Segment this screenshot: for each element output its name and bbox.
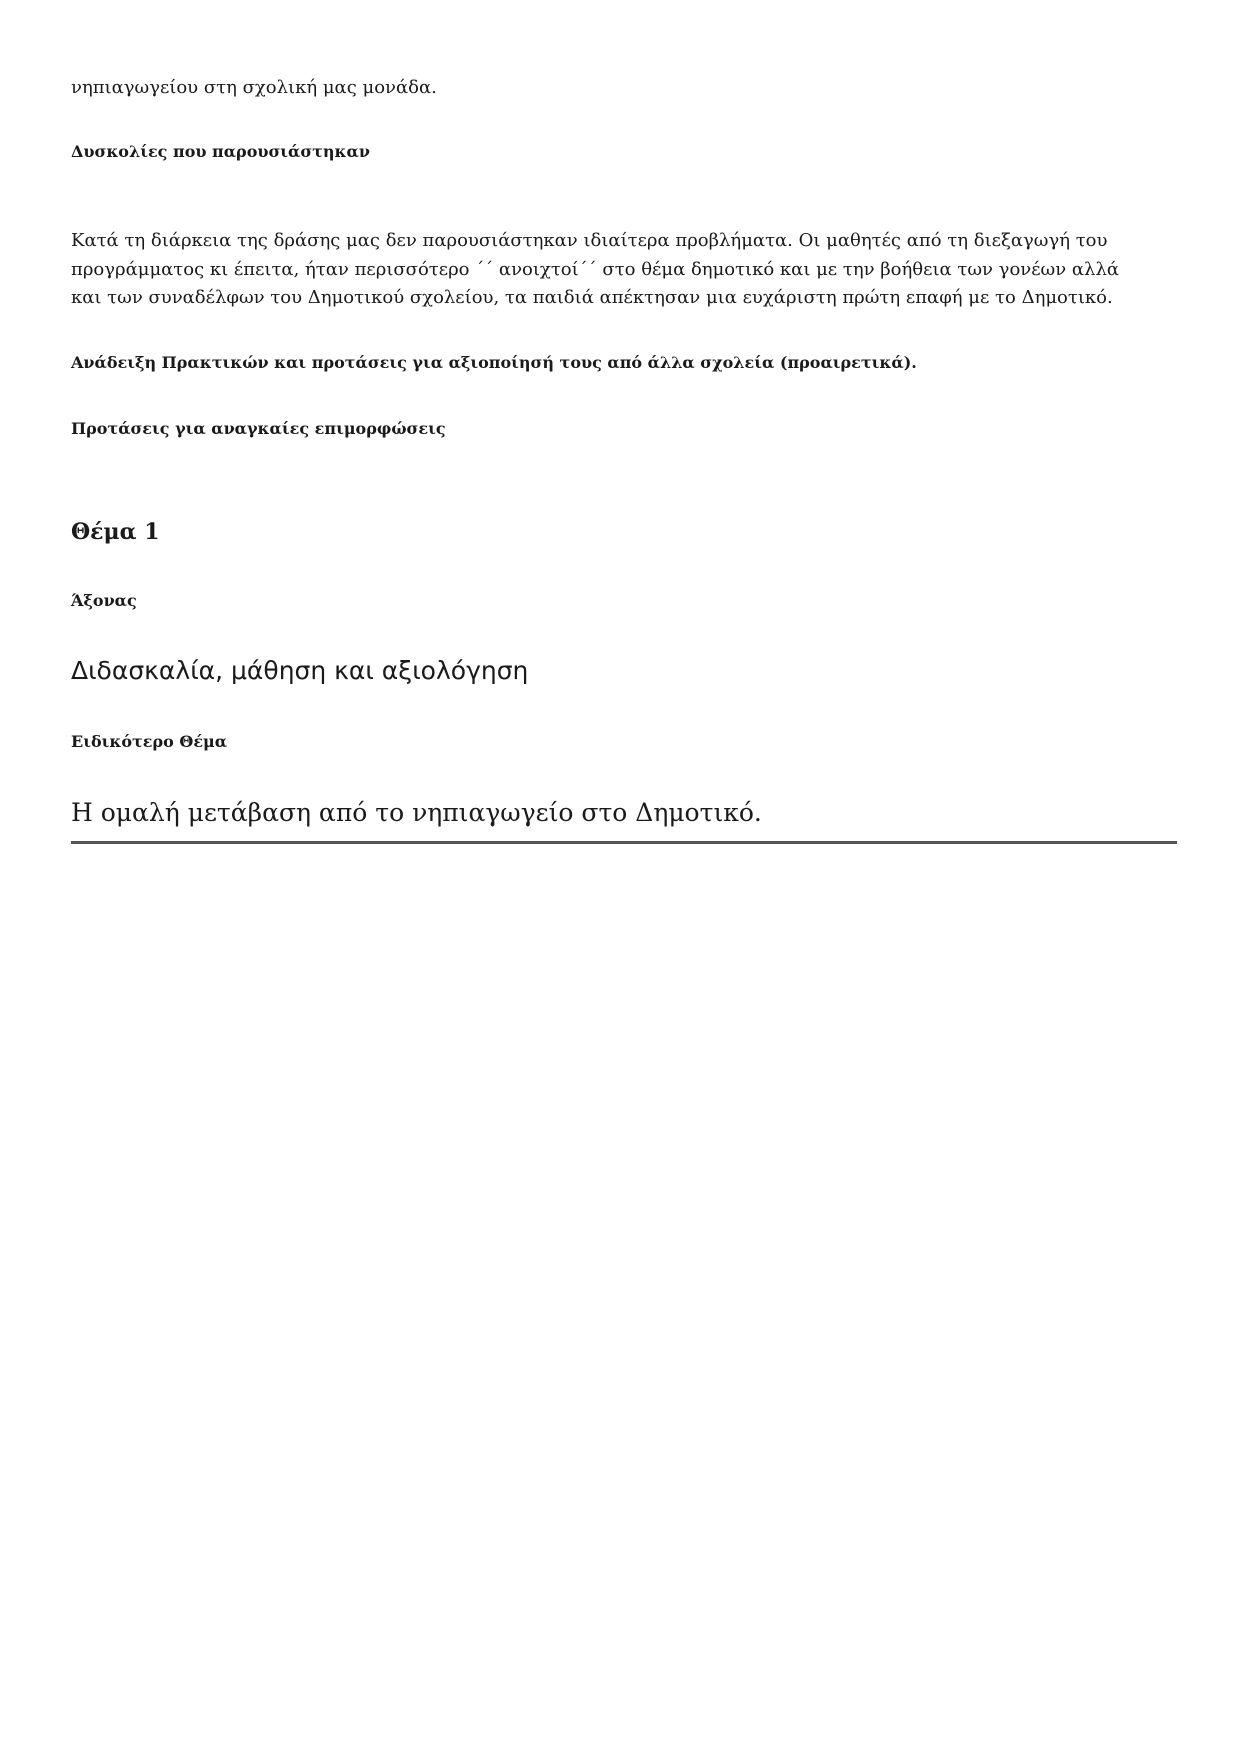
- specific-theme-label: Ειδικότερο Θέμα: [71, 732, 228, 751]
- axis-value: Διδασκαλία, μάθηση και αξιολόγηση: [71, 656, 529, 685]
- paragraph-line: και των συναδέλφων του Δημοτικού σχολείου, τα παιδιά απέκτησαν μια ευχάριστη πρώτη επαφή με το Δημοτικό.: [71, 287, 1113, 308]
- paragraph-line: Κατά τη διάρκεια της δράσης μας δεν παρουσιάστηκαν ιδιαίτερα προβλήματα. Οι μαθητές από τη διεξαγωγή του: [71, 230, 1108, 251]
- difficulties-paragraph: [71, 227, 1177, 313]
- section-divider: [71, 841, 1177, 844]
- axis-label: Άξονας: [71, 591, 137, 610]
- continuation-text: νηπιαγωγείου στη σχολική μας μονάδα.: [71, 77, 437, 98]
- specific-theme-value: Η ομαλή μετάβαση από το νηπιαγωγείο στο Δημοτικό.: [71, 798, 762, 827]
- difficulties-heading: Δυσκολίες που παρουσιάστηκαν: [71, 142, 370, 161]
- theme-title: Θέμα 1: [71, 519, 160, 545]
- paragraph-line: προγράμματος κι έπειτα, ήταν περισσότερο ΄΄ ανοιχτοί΄΄ στο θέμα δημοτικό και με την βοήθεια των γονέων αλλά: [71, 258, 1120, 280]
- practices-heading: Ανάδειξη Πρακτικών και προτάσεις για αξιοποίησή τους από άλλα σχολεία (προαιρετικά).: [71, 353, 917, 372]
- training-heading: Προτάσεις για αναγκαίες επιμορφώσεις: [71, 419, 446, 438]
